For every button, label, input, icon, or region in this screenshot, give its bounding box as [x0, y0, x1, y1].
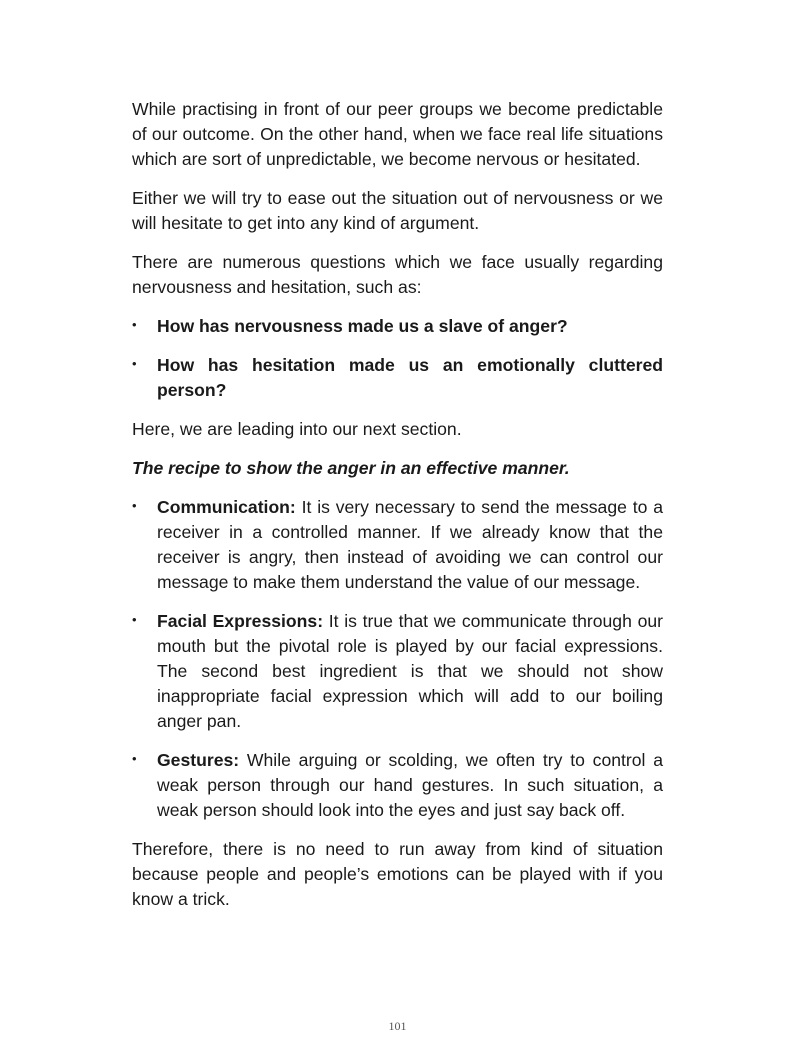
paragraph-either: Either we will try to ease out the situation out of nervousness or we will hesitate to get into any kind of argument.	[132, 188, 663, 233]
question-list	[132, 314, 663, 403]
recipe-term: Communication:	[157, 497, 296, 517]
bullet-icon: •	[132, 317, 137, 332]
recipe-item-gestures	[132, 748, 663, 823]
bullet-icon: •	[132, 751, 137, 766]
recipe-term: Gestures:	[157, 750, 240, 770]
bullet-icon: •	[132, 612, 137, 627]
paragraph-questions-intro: There are numerous questions which we face usually regarding nervousness and hesitation, such as:	[132, 252, 663, 297]
page-number: 101	[388, 1019, 407, 1033]
question-text: How has hesitation made us an emotionally cluttered person?	[157, 355, 663, 400]
bullet-icon: •	[132, 356, 137, 371]
recipe-item-facial-expressions	[132, 609, 663, 734]
question-item	[132, 353, 663, 403]
page-body	[132, 97, 663, 926]
recipe-text: While arguing or scolding, we often try to control a weak person through our hand gestures. In such situation, a weak person should look into the eyes and just say back off.	[157, 750, 663, 820]
paragraph-conclusion: Therefore, there is no need to run away from kind of situation because people and people’s emotions can be played with if you know a trick.	[132, 839, 663, 909]
recipe-list	[132, 495, 663, 823]
paragraph-next-section: Here, we are leading into our next section.	[132, 419, 462, 439]
recipe-text: It is true that we communicate through our mouth but the pivotal role is played by our facial expressions. The second best ingredient is that we should not show inappropriate facial expression which will add to our boiling anger pan.	[157, 611, 664, 731]
recipe-term: Facial Expressions:	[157, 611, 324, 631]
recipe-heading: The recipe to show the anger in an effective manner.	[132, 458, 570, 478]
question-item	[132, 314, 663, 339]
recipe-text: It is very necessary to send the message to a receiver in a controlled manner. If we already know that the receiver is angry, then instead of avoiding we can control our message to make them understand the value of our message.	[157, 497, 663, 592]
recipe-item-communication	[132, 495, 663, 595]
question-text: How has nervousness made us a slave of anger?	[157, 316, 568, 336]
paragraph-practising: While practising in front of our peer groups we become predictable of our outcome. On the other hand, when we face real life situations which are sort of unpredictable, we become nervous or hesitated.	[132, 99, 663, 169]
bullet-icon: •	[132, 498, 137, 513]
